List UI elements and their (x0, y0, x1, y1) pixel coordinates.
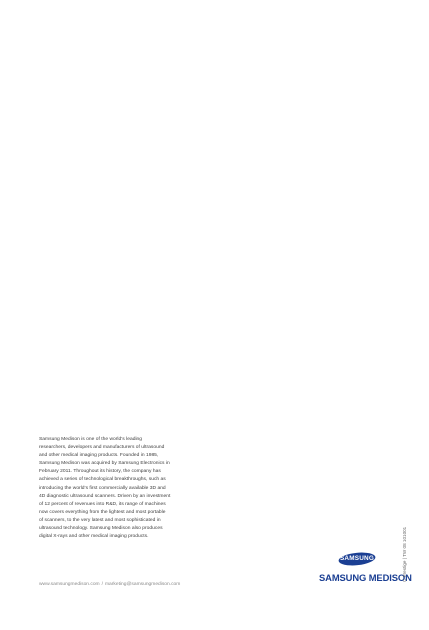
description-line: digital X-rays and other medical imaging products. (39, 534, 149, 540)
description-line: Samsung Medison was acquired by Samsung Electronics in (39, 461, 170, 467)
description-line: researchers, developers and manufacturers of ultrasound (39, 445, 165, 451)
company-description (39, 436, 189, 541)
description-line: now covers everything from the lightest and most portable (39, 509, 166, 515)
document-code: C Prestige | TW 08 101001 (402, 526, 407, 582)
samsung-oval-logo (338, 552, 376, 566)
email-link[interactable]: marketing@samsungmedison.com (104, 582, 181, 587)
footer-separator: / (101, 582, 103, 587)
description-line: Samsung Medison is one of the world’s leading (39, 437, 143, 442)
description-line: and other medical imaging products. Founded in 1985, (39, 453, 159, 459)
samsung-oval-text: SAMSUNG (339, 555, 375, 562)
website-link[interactable]: www.samsungmedison.com (39, 582, 100, 587)
brand-wordmark: SAMSUNG MEDISON (319, 572, 412, 583)
description-line: ultrasound technology. Samsung Medison also produces (39, 526, 163, 532)
footer-contact (39, 582, 180, 587)
description-line: introducing the world’s first commercially available 3D and (39, 485, 166, 491)
description-line: achieved a series of technological breakthroughs, such as (39, 477, 166, 483)
description-line: February 2011. Throughout its history, the company has (39, 469, 161, 475)
description-line: 4D diagnostic ultrasound scanners. Driven by an investment (39, 493, 171, 499)
description-line: of 12 percent of revenues into R&D, its range of machines (39, 501, 166, 507)
description-line: of scanners, to the very latest and most sophisticated in (39, 517, 161, 523)
